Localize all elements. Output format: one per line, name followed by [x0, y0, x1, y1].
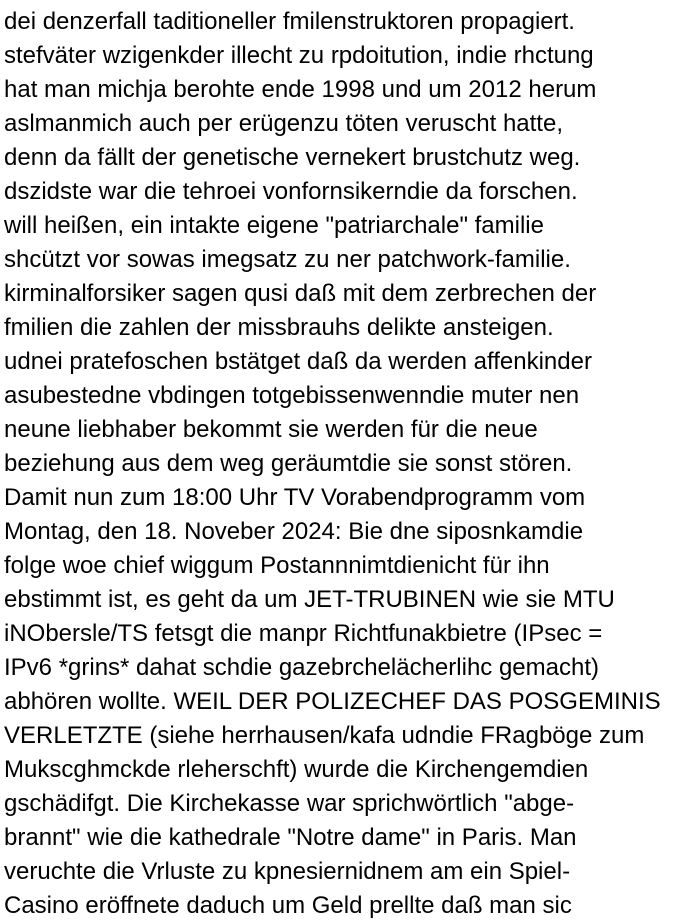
- text-line: Mukscghmckde rleherschft) wurde die Kirchengemdien: [4, 756, 589, 783]
- text-line: folge woe chief wiggum Postannnimtdienicht für ihn: [4, 552, 550, 579]
- text-line: gschädifgt. Die Kirchekasse war sprichwörtlich "abge-: [4, 790, 575, 817]
- text-line: shcützt vor sowas imegsatz zu ner patchwork-familie.: [4, 246, 571, 273]
- text-line: beziehung aus dem weg geräumtdie sie sonst stören.: [4, 450, 573, 477]
- document-text: [4, 5, 682, 920]
- text-line: neune liebhaber bekommt sie werden für die neue: [4, 416, 538, 443]
- text-line: will heißen, ein intakte eigene "patriarchale" familie: [4, 212, 544, 239]
- text-line: ebstimmt ist, es geht da um JET-TRUBINEN wie sie MTU: [4, 586, 615, 613]
- text-line: IPv6 *grins* dahat schdie gazebrchelächerlihc gemacht): [4, 654, 599, 681]
- text-line: udnei pratefoschen bstätget daß da werden affenkinder: [4, 348, 592, 375]
- text-line: hat man michja berohte ende 1998 und um 2012 herum: [4, 76, 597, 103]
- text-line: Damit nun zum 18:00 Uhr TV Vorabendprogramm vom: [4, 484, 586, 511]
- text-line: veruchte die Vrluste zu kpnesiernidnem am ein Spiel-: [4, 858, 571, 885]
- text-line: dei denzerfall taditioneller fmilenstruktoren propagiert.: [4, 8, 575, 35]
- text-line: stefväter wzigenkder illecht zu rpdoitution, indie rhctung: [4, 42, 594, 69]
- text-line: abhören wollte. WEIL DER POLIZECHEF DAS POSGEMINIS: [4, 688, 661, 715]
- text-line: Casino eröffnete daduch um Geld prellte daß man sic: [4, 892, 572, 919]
- text-line: iNObersle/TS fetsgt die manpr Richtfunakbietre (IPsec =: [4, 620, 603, 647]
- text-line: fmilien die zahlen der missbrauhs delikte ansteigen.: [4, 314, 554, 341]
- text-line: Montag, den 18. Noveber 2024: Bie dne siposnkamdie: [4, 518, 584, 545]
- text-line: brannt" wie die kathedrale "Notre dame" in Paris. Man: [4, 824, 577, 851]
- text-line: kirminalforsiker sagen qusi daß mit dem zerbrechen der: [4, 280, 597, 307]
- text-line: asubestedne vbdingen totgebissenwenndie muter nen: [4, 382, 580, 409]
- text-line: denn da fällt der genetische vernekert brustchutz weg.: [4, 144, 581, 171]
- text-line: dszidste war die tehroei vonfornsikerndie da forschen.: [4, 178, 578, 205]
- text-line: VERLETZTE (siehe herrhausen/kafa udndie FRagböge zum: [4, 722, 645, 749]
- text-line: aslmanmich auch per erügenzu töten veruscht hatte,: [4, 110, 563, 137]
